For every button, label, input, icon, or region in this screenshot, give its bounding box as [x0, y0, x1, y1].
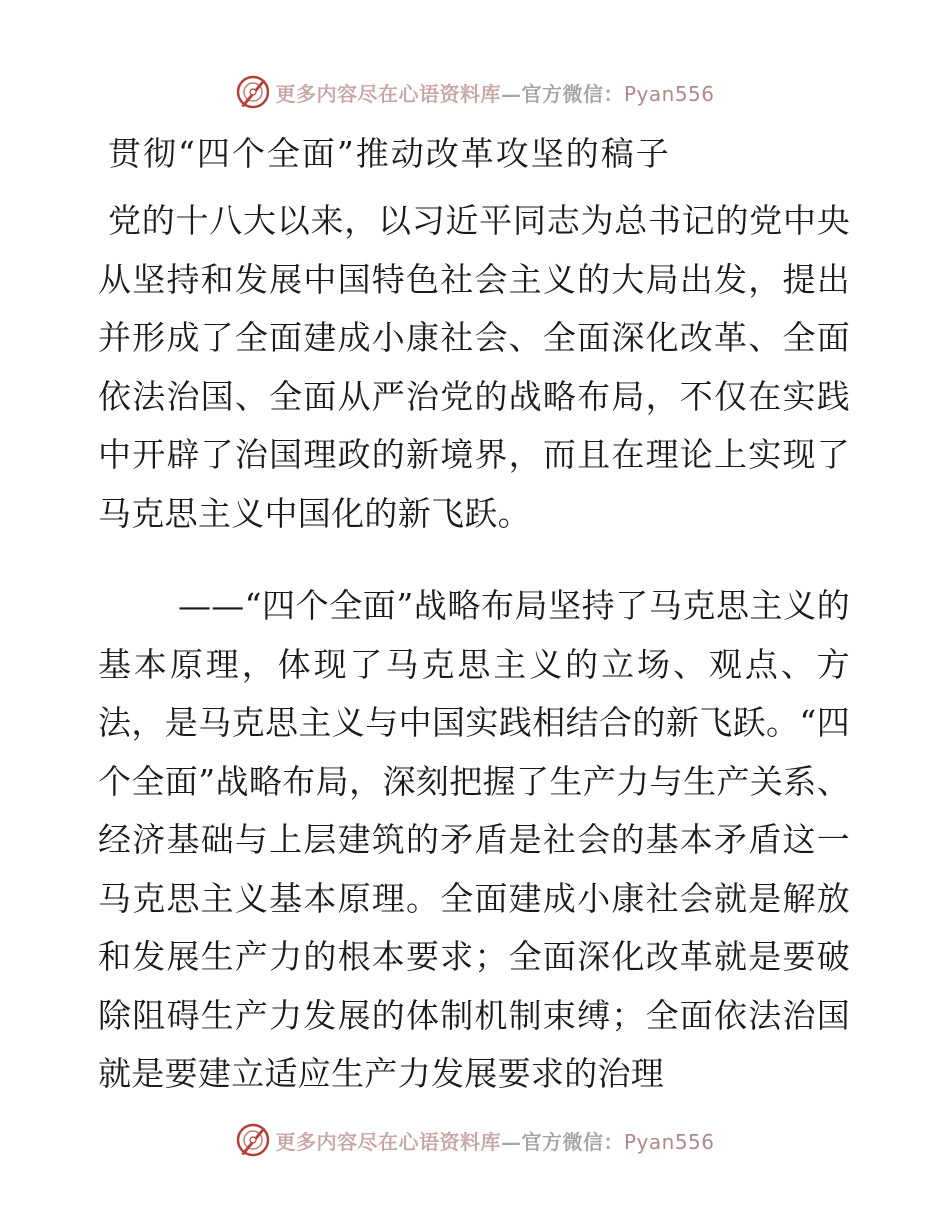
- document-title: 贯彻“四个全面”推动改革攻坚的稿子: [108, 134, 671, 173]
- banner-text: 更多内容尽在心语资料库—官方微信：Pyan556: [275, 1129, 715, 1154]
- paragraph-1: 党的十八大以来，以习近平同志为总书记的党中央从坚持和发展中国特色社会主义的大局出发，提出并形成了全面建成小康社会、全面深化改革、全面依法治国、全面从严治党的战略布局，不仅在实践中开辟了治国理政的新境界，而且在理论上实现了马克思主义中国化的新飞跃。: [98, 201, 850, 533]
- header-watermark-banner: [0, 72, 950, 112]
- quill-logo-icon: [235, 74, 271, 110]
- footer-watermark-banner: [0, 1120, 950, 1160]
- quill-logo-icon: [235, 1122, 271, 1158]
- paragraph-2: ——“四个全面”战略布局坚持了马克思主义的基本原理，体现了马克思主义的立场、观点、方法，是马克思主义与中国实践相结合的新飞跃。“四个全面”战略布局，深刻把握了生产力与生产关系、经济基础与上层建筑的矛盾是社会的基本矛盾这一马克思主义基本原理。全面建成小康社会就是解放和发展生产力的根本要求；全面深化改革就是要破除阻碍生产力发展的体制机制束缚；全面依法治国就是要建立适应生产力发展要求的治理: [98, 586, 850, 1093]
- banner-text: 更多内容尽在心语资料库—官方微信：Pyan556: [275, 81, 715, 106]
- document-body: [98, 192, 850, 1104]
